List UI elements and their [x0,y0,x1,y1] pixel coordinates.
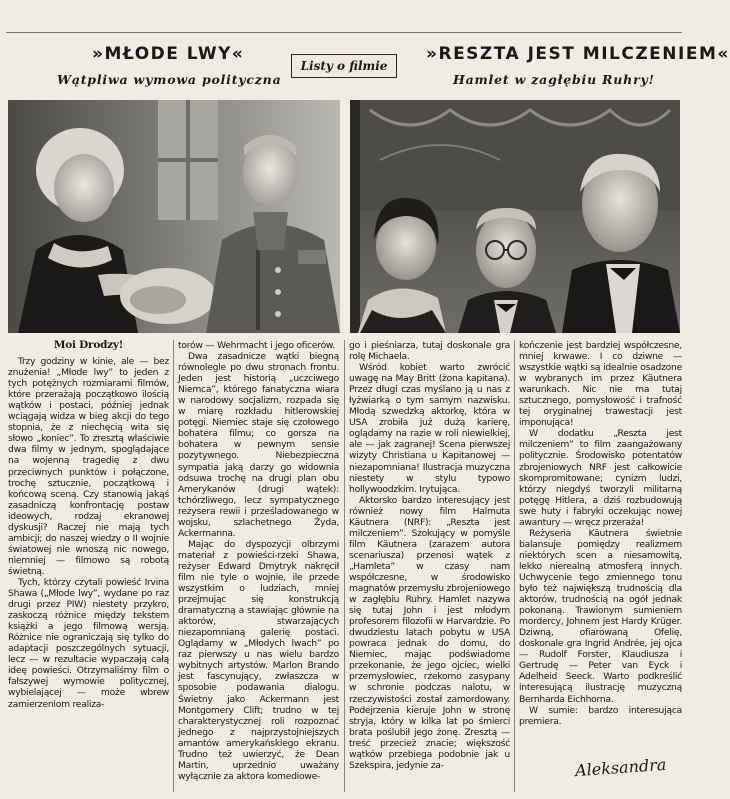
section-badge: Listy o filmie [291,54,397,78]
column-rule-1 [173,340,174,792]
letter-greeting: Moi Drodzy! [53,339,124,351]
photo-young-lions-image [8,100,340,333]
column-rule-2 [344,340,345,792]
photo-young-lions [8,100,340,333]
top-rule [6,32,682,33]
paragraph: kończenie jest bardziej współczesne, mniej krwawe. I co dziwne — wszystkie wątki są idealnie osadzone w wybranych im przez Käutnera warunkach. Nic nie ma tutaj sztucznego, pomysłowość i trafność tej oryginalnej trawestacji jest imponująca! [519,340,682,429]
paragraph: Dwa zasadnicze wątki biegną równolegle po dwu stronach frontu. Jeden jest historią „uczciwego Niemca”, którego fanatyczna wiara w narodowy socjalizm, rozpada się w miarę rozkładu hitlerowskiej potęgi. Niemiec staje się czołowego bohatera filmu; co gorsza na bohatera w pewnym sensie pozytywnego. Niebezpieczna sympatia jaką darzy go widownia odsuwa trochę na drugi plan obu Amerykanów (drugi wątek): tchórzliwego, lecz sympatycznego reżysera rewii i prześladowanego w wojsku, szlachetnego Żyda, Ackermanna. [178,351,339,539]
paragraph: Tych, którzy czytali powieść Irvina Shawa („Młode lwy”, wydane po raz drugi przez PIW) niestety przykro, zaskoczą różnice między tekstem książki a jego filmową wersją. Różnice nie ograniczają się tylko do adaptacji poszczególnych sytuacji, lecz — w rezultacie wypaczają całą ideę powieści. Otrzymaliśmy film o fałszywej wymowie politycznej, wybielającej — może wbrew zamierzeniom realiza- [8,576,169,710]
author-signature: Aleksandra [574,754,667,781]
paragraph: Reżyseria Käutnera świetnie balansuje pomiędzy realizmem niektórych scen a niesamowitą, lekko nierealną atmosferą innych. Uchwycenie tego zmiennego tonu było też największą trudnością dla aktorów, trudnością na ogół jednak pokonaną. Trawionym sumieniem mordercy, Johnem jest Hardy Krüger. Dziwną, ofiarowaną Ofelię, doskonale gra Ingrid Andrée, jej ojca — Rudolf Forster, Klaudiusza i Gertrudę — Peter van Eyck i Adelheid Seeck. Warto podkreślić interesującą ilustrację muzyczną Bernharda Eichhorna. [519,527,682,705]
paragraph: W dodatku „Reszta jest milczeniem” to film zaangażowany politycznie. Środowisko potentatów zbrojeniowych NRF jest całkowicie skompromitowane; cynizm ludzi, którzy niegdyś tworzyli militarną potęgę Hitlera, a dziś rozbudowują swe huty i fabryki oczekując nowej awantury — wręcz przeraża! [519,428,682,528]
text-column-2 [178,340,339,795]
paragraph: Trzy godziny w kinie, ale — bez znużenia! „Młode lwy” to jeden z tych potężnych rozmiarami filmów, które przerażają początkowo ilością wątków i postaci, później jednak wciągają widza w bieg akcji do tego stopnia, że z niechęcią wita się słowo „koniec”. To zresztą właściwie dwa filmy w jednym, spoglądające na wojenną tragedię z dwu przeciwnych punktów i połączone, trochę sztucznie, początkową i końcową sceną. Czy stanowią jakąś zasadniczą konfrontację postaw ideowych, rodzaj ekranowej dyskusji? Raczej nie mają tych ambicji; do naszej wiedzy o II wojnie światowej nie wnoszą nic nowego, niemniej — filmowo są robotą świetną. [8,356,169,577]
photo-rest-is-silence [350,100,680,333]
text-column-4 [519,340,682,795]
article-header [0,42,730,94]
text-column-3 [349,340,510,795]
paragraph: Wśród kobiet warto zwrócić uwagę na May Britt (żona kapitana). Przez długi czas myślano ją u nas z łyżwiarką o tym samym nazwisku. Młodą szwedzką aktorkę, która w USA zrobiła już dużą karierę, oglądamy na razie w roli niewielkiej, ale — jak zagranej! Scena pierwszej wizyty Christiana u Kapitanowej — niezapomniana! Ilustracja muzyczna niestety w stylu typowo hollywoodzkim. Irytująca. [349,362,510,495]
column-rule-3 [514,340,515,792]
photo-rest-is-silence-image [350,100,680,333]
left-film-title: »MŁODE LWY« [92,44,245,64]
paragraph: torów — Wehrmacht i jego oficerów. [178,340,336,351]
left-film-subtitle: Wątpliwa wymowa polityczna [57,72,282,87]
text-column-1 [8,340,169,795]
paragraph: Mając do dyspozycji olbrzymi materiał z powieści-rzeki Shawa, reżyser Edward Dmytryk nakręcił film nie tyle o wojnie, ile przede wszystkim o ludziach, mniej przejmując się konstrukcją dramatyczną a stawiając głównie na aktorów, stwarzających niezapomnianą galerię postaci. Oglądamy w „Młodych lwach” po raz pierwszy u nas wielu bardzo wybitnych artystów. Marlon Brando jest fascynujący, zwłaszcza w sposobie podawania dialogu. Świetny jako Ackermann jest Montgomery Clift; trudno w tej charakterystycznej roli rozpoznać jednego z najprzystojniejszych amantów amerykańskiego ekranu. Trudno też uwierzyć, że Dean Martin, uprzednio uważany wyłącznie za aktora komediowe- [178,538,339,782]
paragraph: go i pieśniarza, tutaj doskonale gra rolę Michaela. [349,340,510,363]
right-film-subtitle: Hamlet w zagłębiu Ruhry! [453,72,655,87]
paragraph: W sumie: bardzo interesująca premiera. [519,704,682,727]
paragraph: Aktorsko bardzo interesujący jest również nowy film Halmuta Käutnera (NRF): „Reszta jest milczeniem”. Szokujący w pomyśle film Käutnera (zarazem autora scenariusza) przenosi wątek z „Hamleta” w czasy nam współczesne, w środowisko magnatów przemysłu zbrojeniowego w zagłębiu Ruhry. Hamlet nazywa się tutaj John i jest młodym profesorem filozofii w Harvardzie. Po dwudziestu latach pobytu w USA powraca jednak do domu, do Niemiec, mając podświadome przekonanie, że jego ojciec, wielki przemysłowiec, rzekomo zasypany w schronie podczas nalotu, w rzeczywistości został zamordowany. Podejrzenia kieruje John w stronę stryja, który w kilka lat po śmierci brata poślubił jego żonę. Zresztą — treść przecież znacie; większość wątków przebiega podobnie jak u Szekspira, jedynie za- [349,494,510,771]
right-film-title: »RESZTA JEST MILCZENIEM« [426,44,730,64]
